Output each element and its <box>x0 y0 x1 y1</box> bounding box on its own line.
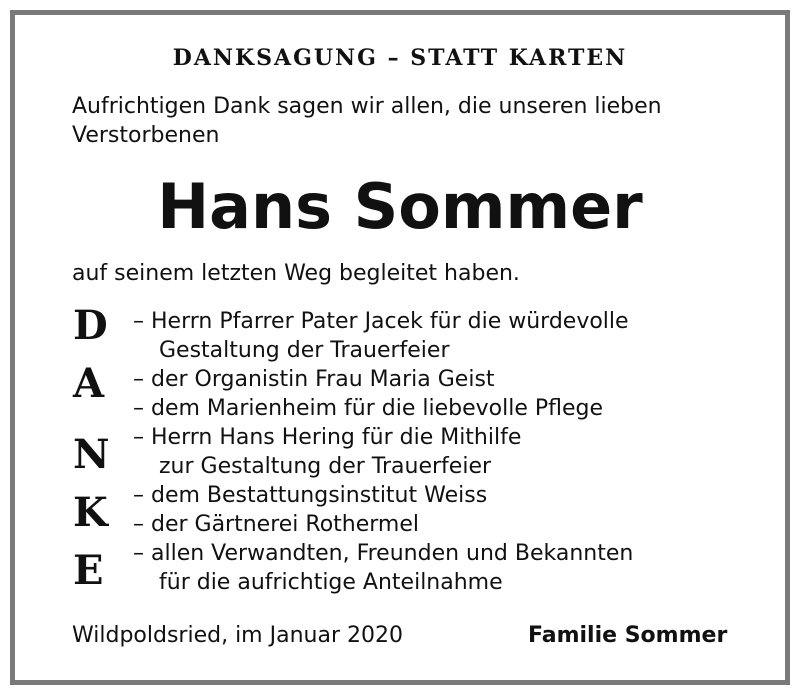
signature: Familie Sommer <box>528 623 728 648</box>
thanks-line: – der Organistin Frau Maria Geist <box>133 367 495 392</box>
thanks-line: – dem Bestattungsinstitut Weiss <box>133 483 488 508</box>
deceased-name: Hans Sommer <box>157 170 643 243</box>
thanks-line: – Herrn Pfarrer Pater Jacek für die würdevolle <box>133 309 629 334</box>
thanks-line: zur Gestaltung der Trauerfeier <box>159 454 492 479</box>
thanks-line: – der Gärtnerei Rothermel <box>133 512 420 537</box>
danke-letter-n: N <box>73 431 110 478</box>
danke-letter-a: A <box>73 360 105 407</box>
danke-letter-e: E <box>73 547 104 594</box>
danke-letter-d: D <box>73 302 108 349</box>
intro-text: Aufrichtigen Dank sagen wir allen, die unseren lieben Verstorbenen <box>72 94 662 148</box>
notice-heading: DANKSAGUNG – STATT KARTEN <box>172 45 628 71</box>
danke-letter-k: K <box>73 489 108 536</box>
place-date: Wildpoldsried, im Januar 2020 <box>72 623 403 648</box>
thanks-line: – allen Verwandten, Freunden und Bekannten <box>133 541 634 566</box>
thanks-line: – Herrn Hans Hering für die Mithilfe <box>133 425 522 450</box>
notice-frame <box>10 10 790 685</box>
thanks-line: Gestaltung der Trauerfeier <box>159 338 450 363</box>
after-text: auf seinem letzten Weg begleitet haben. <box>72 261 520 286</box>
thanks-line: – dem Marienheim für die liebevolle Pflege <box>133 396 604 421</box>
thanks-line: für die aufrichtige Anteilnahme <box>159 570 503 595</box>
